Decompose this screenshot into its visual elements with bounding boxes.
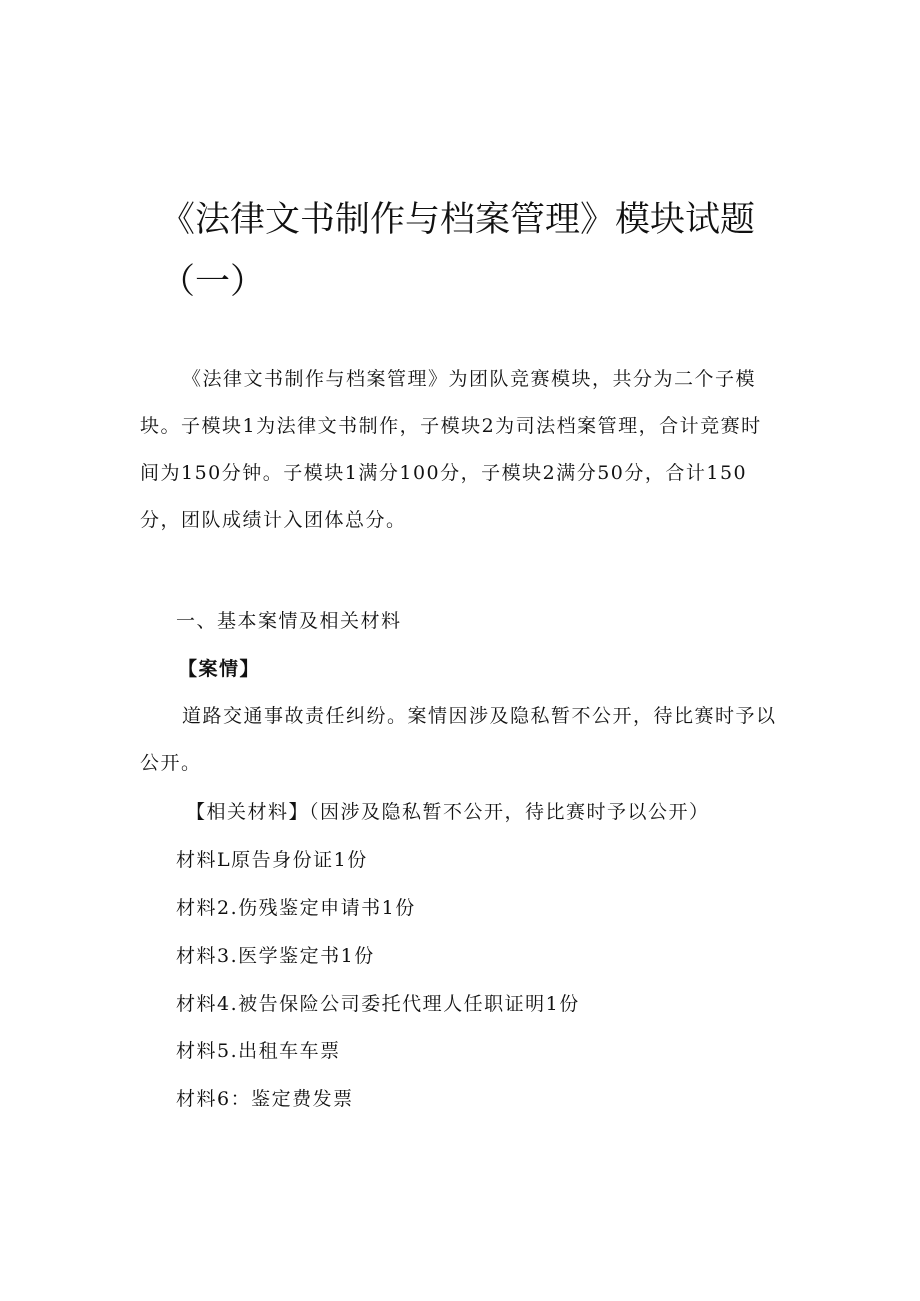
materials-heading: 【相关材料】（因涉及隐私暂不公开，待比赛时予以公开） xyxy=(186,801,710,823)
material-item-6: 材料6：鉴定费发票 xyxy=(176,1088,354,1110)
document-title-sub: （一） xyxy=(160,262,266,302)
material-item-5: 材料5.出租车车票 xyxy=(176,1040,341,1062)
material-item-1: 材料L原告身份证1份 xyxy=(176,849,368,871)
document-title: 《法律文书制作与档案管理》模块试题 xyxy=(160,200,756,240)
section-heading: 一、基本案情及相关材料 xyxy=(176,610,402,632)
material-item-2: 材料2.伤残鉴定申请书1份 xyxy=(176,897,416,919)
intro-paragraph: 《法律文书制作与档案管理》为团队竞赛模块，共分为二个子模块。子模块1为法律文书制作，子模块2为司法档案管理，合计竞赛时间为150分钟。子模块1满分100分，子模块2满分50分，合计150分，团队成绩计入团体总分。 xyxy=(140,368,762,531)
case-text: 道路交通事故责任纠纷。案情因涉及隐私暂不公开，待比赛时予以公开。 xyxy=(140,705,777,774)
material-item-3: 材料3.医学鉴定书1份 xyxy=(176,945,375,967)
material-item-4: 材料4.被告保险公司委托代理人任职证明1份 xyxy=(176,993,580,1015)
case-label: 【案情】 xyxy=(178,658,261,680)
